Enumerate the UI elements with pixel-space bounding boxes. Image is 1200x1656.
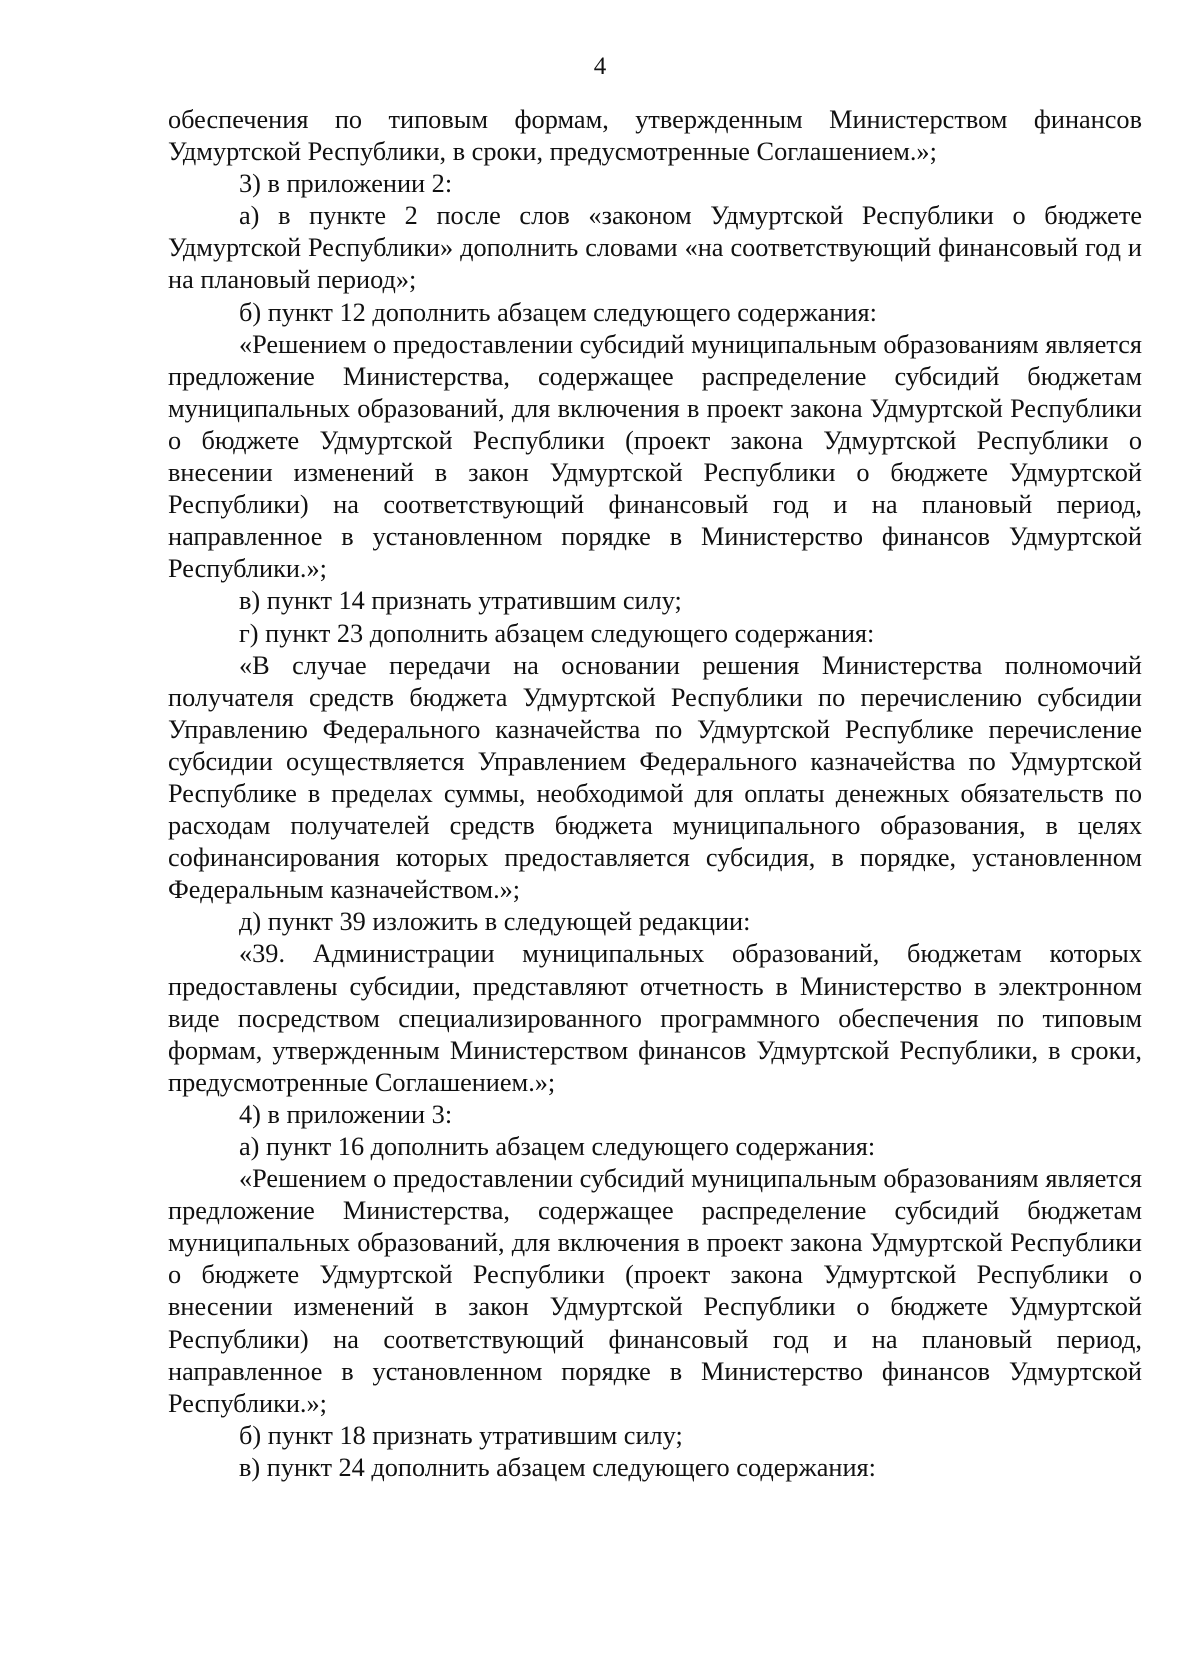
paragraph-quote-punkt-39: «39. Администрации муниципальных образований, бюджетам которых предоставлены субсидии, представляют отчетность в Министерство в электронном виде посредством специализированного программного обеспечения по типовым формам, утвержденным Министерством финансов Удмуртской Республики, в сроки, предусмотренные Соглашением.»; (168, 939, 1142, 1097)
paragraph-quote-decision-subsidies-2: «Решением о предоставлении субсидий муниципальным образованиям является предложение Министерства, содержащее распределение субсидий бюджетам муниципальных образований, для включения в проект закона Удмуртской Республики о бюджете Удмуртской Республики (проект закона Удмуртской Республики о внесении изменений в закон Удмуртской Республики о бюджете Удмуртской Республики) на соответствующий финансовый год и на плановый период, направленное в установленном порядке в Министерство финансов Удмуртской Республики.»; (168, 1164, 1142, 1418)
paragraph-quote-decision-subsidies: «Решением о предоставлении субсидий муниципальным образованиям является предложение Министерства, содержащее распределение субсидий бюджетам муниципальных образований, для включения в проект закона Удмуртской Республики о бюджете Удмуртской Республики (проект закона Удмуртской Республики о внесении изменений в закон Удмуртской Республики о бюджете Удмуртской Республики) на соответствующий финансовый год и на плановый период, направленное в установленном порядке в Министерство финансов Удмуртской Республики.»; (168, 329, 1142, 584)
document-body (168, 104, 1142, 1484)
paragraph-subitem-d-punkt-39: д) пункт 39 изложить в следующей редакции: (239, 907, 751, 937)
paragraph-item-3: 3) в приложении 2: (239, 169, 453, 199)
paragraph-subitem-a-punkt-16: а) пункт 16 дополнить абзацем следующего содержания: (239, 1132, 876, 1161)
paragraph-subitem-v-punkt-24: в) пункт 24 дополнить абзацем следующего содержания: (239, 1452, 876, 1482)
paragraph-quote-treasury-transfer: «В случае передачи на основании решения Министерства полномочий получателя средств бюджета Удмуртской Республики по перечислению субсидии Управлению Федерального казначейства по Удмуртской Республике перечисление субсидии осуществляется Управлением Федерального казначейства по Удмуртской Республике в пределах суммы, необходимой для оплаты денежных обязательств по расходам получателей средств бюджета муниципального образования, в целях софинансирования которых предоставляется субсидия, в порядке, установленном Федеральным казначейством.»; (168, 650, 1142, 905)
paragraph-subitem-g-punkt-23: г) пункт 23 дополнить абзацем следующего содержания: (239, 618, 875, 648)
paragraph-subitem-a-punkt-2: а) в пункте 2 после слов «законом Удмуртской Республики о бюджете Удмуртской Республики» дополнить словами «на соответствующий финансовый год и на плановый период»; (168, 201, 1142, 295)
paragraph-subitem-b-punkt-12: б) пункт 12 дополнить абзацем следующего содержания: (239, 297, 877, 327)
paragraph-subitem-b-punkt-18: б) пункт 18 признать утратившим силу; (239, 1420, 683, 1450)
paragraph-subitem-v-punkt-14: в) пункт 14 признать утратившим силу; (239, 586, 682, 616)
paragraph-continuation: обеспечения по типовым формам, утвержденным Министерством финансов Удмуртской Республики, в сроки, предусмотренные Соглашением.»; (168, 105, 1142, 167)
page-number: 4 (593, 53, 607, 80)
paragraph-item-4: 4) в приложении 3: (239, 1099, 453, 1129)
